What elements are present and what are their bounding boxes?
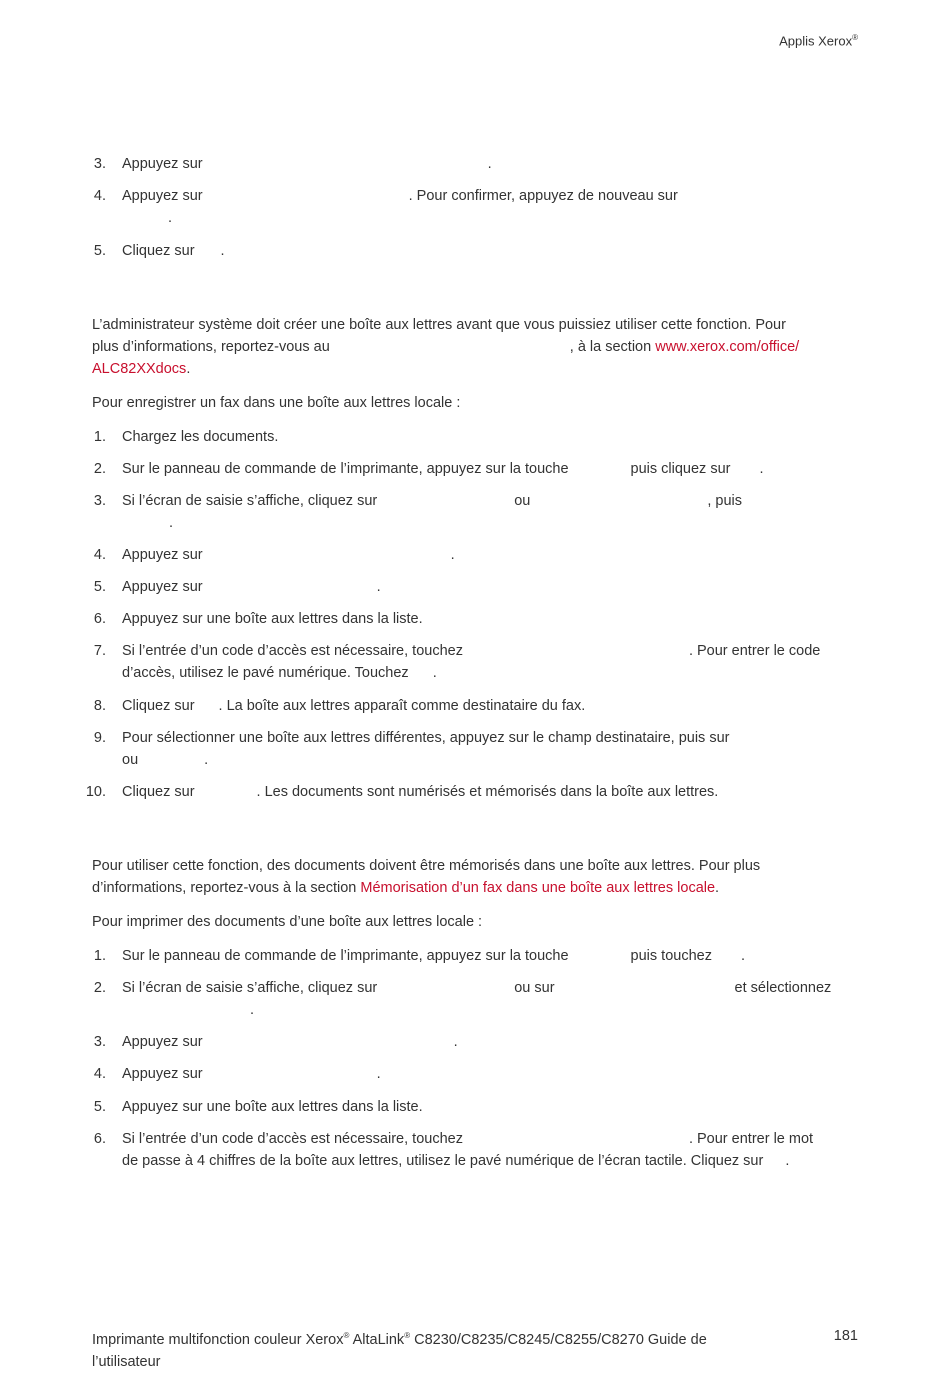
footer-text: C8230/C8235/C8245/C8255/C8270 Guide de <box>410 1331 707 1348</box>
step-text-part: Sur le panneau de commande de l’imprimante, appuyez sur la touche <box>122 948 569 964</box>
step-number: 3. <box>93 156 106 172</box>
step-text-part: et sélectionnez <box>734 980 832 996</box>
step-text-part: . Pour entrer le code <box>688 643 821 659</box>
step-text-part: Cliquez sur <box>122 243 195 259</box>
step-text-part: d’accès, utilisez le pavé numérique. Touchez <box>122 665 409 681</box>
registered-mark: ® <box>343 1331 350 1340</box>
step-text-part: Appuyez sur <box>122 547 203 563</box>
step-text-part: Cliquez sur <box>122 698 195 714</box>
lead-paragraph: Pour enregistrer un fax dans une boîte aux lettres locale : <box>92 395 461 411</box>
step-text-part: Appuyez sur <box>122 1066 203 1082</box>
step-number: 4. <box>93 547 106 563</box>
step-text-part: Pour sélectionner une boîte aux lettres différentes, appuyez sur le champ destinataire, puis sur <box>122 730 730 746</box>
step-text <box>122 240 862 262</box>
step-number: 3. <box>93 1034 106 1050</box>
paragraph-text: . <box>186 361 191 377</box>
footer-text: AltaLink <box>349 1331 405 1348</box>
step-number: 4. <box>93 1066 106 1082</box>
step-text-part: . <box>169 515 174 531</box>
step-text-part: . <box>376 1066 381 1082</box>
step-text-part: puis touchez <box>630 948 712 964</box>
paragraph-text: L’administrateur système doit créer une boîte aux lettres avant que vous puissiez utiliser cette fonction. Pour <box>92 317 786 333</box>
step-text-part: , puis <box>707 493 743 509</box>
paragraph-text: . <box>715 880 720 896</box>
step-number: 6. <box>93 1131 106 1147</box>
step-text <box>122 781 862 803</box>
intro-paragraph <box>92 855 852 899</box>
step-text-part: ou sur <box>514 980 555 996</box>
step-text-part: . <box>487 156 492 172</box>
step-text-part: . Pour confirmer, appuyez de nouveau sur <box>408 188 678 204</box>
step-number: 5. <box>93 243 106 259</box>
step-text-part: Si l’écran de saisie s’affiche, cliquez sur <box>122 980 378 996</box>
step-text <box>122 1063 862 1085</box>
paragraph-text: , à la section <box>569 339 652 355</box>
step-text-part: . <box>453 1034 458 1050</box>
lead-paragraph: Pour imprimer des documents d’une boîte aux lettres locale : <box>92 914 483 930</box>
step-number: 7. <box>93 643 106 659</box>
step-text-part: Appuyez sur <box>122 156 203 172</box>
step-text-part: Appuyez sur <box>122 579 203 595</box>
header-title: Applis Xerox <box>779 33 853 49</box>
step-text: Chargez les documents. <box>122 429 279 445</box>
step-text-part: . <box>759 461 764 477</box>
step-number: 4. <box>93 188 106 204</box>
step-text-part: Appuyez sur <box>122 1034 203 1050</box>
running-header <box>779 33 858 48</box>
step-text-part: Si l’entrée d’un code d’accès est nécessaire, touchez <box>122 1131 463 1147</box>
step-text-part: Cliquez sur <box>122 784 195 800</box>
registered-mark: ® <box>404 1331 411 1340</box>
xerox-docs-link[interactable]: www.xerox.com/office/ <box>655 339 800 355</box>
step-text <box>122 153 862 175</box>
step-text-part: . <box>250 1002 255 1018</box>
registered-mark: ® <box>852 33 858 42</box>
step-text-part: . <box>432 665 437 681</box>
step-text-part: . <box>376 579 381 595</box>
step-number: 5. <box>93 579 106 595</box>
step-text <box>122 490 862 534</box>
step-text-part: . La boîte aux lettres apparaît comme destinataire du fax. <box>218 698 586 714</box>
step-number: 9. <box>93 730 106 746</box>
step-number: 6. <box>93 611 106 627</box>
step-text-part: . Les documents sont numérisés et mémorisés dans la boîte aux lettres. <box>256 784 719 800</box>
step-text <box>122 695 862 717</box>
step-text: Appuyez sur une boîte aux lettres dans la liste. <box>122 611 423 627</box>
step-number: 2. <box>93 461 106 477</box>
step-text <box>122 185 862 229</box>
step-text-part: . <box>220 243 225 259</box>
step-text-part: . <box>740 948 745 964</box>
memorisation-fax-link[interactable]: Mémorisation d’un fax dans une boîte aux lettres locale <box>360 880 716 896</box>
step-text-part: ou <box>122 752 139 768</box>
step-text <box>122 1031 862 1053</box>
step-number: 3. <box>93 493 106 509</box>
step-text <box>122 640 862 684</box>
step-text-part: . <box>168 210 173 226</box>
step-text-part: Sur le panneau de commande de l’imprimante, appuyez sur la touche <box>122 461 569 477</box>
step-text-part: . Pour entrer le mot <box>688 1131 814 1147</box>
paragraph-text: d’informations, reportez-vous à la section <box>92 880 357 896</box>
step-text <box>122 544 862 566</box>
step-text: Appuyez sur une boîte aux lettres dans la liste. <box>122 1099 423 1115</box>
step-number: 2. <box>93 980 106 996</box>
footer-text: Imprimante multifonction couleur Xerox <box>92 1331 344 1348</box>
step-text <box>122 727 862 771</box>
step-text-part: Si l’écran de saisie s’affiche, cliquez sur <box>122 493 378 509</box>
step-text <box>122 1128 862 1172</box>
step-text-part: . <box>785 1153 790 1169</box>
step-text-part: . <box>204 752 209 768</box>
step-text-part: puis cliquez sur <box>630 461 731 477</box>
step-text <box>122 576 862 598</box>
page-footer <box>92 1325 792 1373</box>
paragraph-text: plus d’informations, reportez-vous au <box>92 339 330 355</box>
step-text-part: de passe à 4 chiffres de la boîte aux lettres, utilisez le pavé numérique de l’écran tactile. Cliquez sur <box>122 1153 764 1169</box>
step-text <box>122 945 862 967</box>
step-text-part: Si l’entrée d’un code d’accès est nécessaire, touchez <box>122 643 463 659</box>
xerox-docs-link-continued[interactable]: ALC82XXdocs <box>92 361 187 377</box>
step-text-part: . <box>450 547 455 563</box>
step-number: 10. <box>85 784 106 800</box>
step-number: 1. <box>93 948 106 964</box>
step-text-part: ou <box>514 493 531 509</box>
step-text <box>122 458 862 480</box>
step-number: 5. <box>93 1099 106 1115</box>
step-number: 8. <box>93 698 106 714</box>
step-text-part: Appuyez sur <box>122 188 203 204</box>
step-text <box>122 977 862 1021</box>
paragraph-text: Pour utiliser cette fonction, des documents doivent être mémorisés dans une boîte aux lettres. Pour plus <box>92 858 761 874</box>
intro-paragraph <box>92 314 852 380</box>
page-number: 181 <box>833 1328 858 1344</box>
step-number: 1. <box>93 429 106 445</box>
footer-text: l’utilisateur <box>92 1353 161 1370</box>
